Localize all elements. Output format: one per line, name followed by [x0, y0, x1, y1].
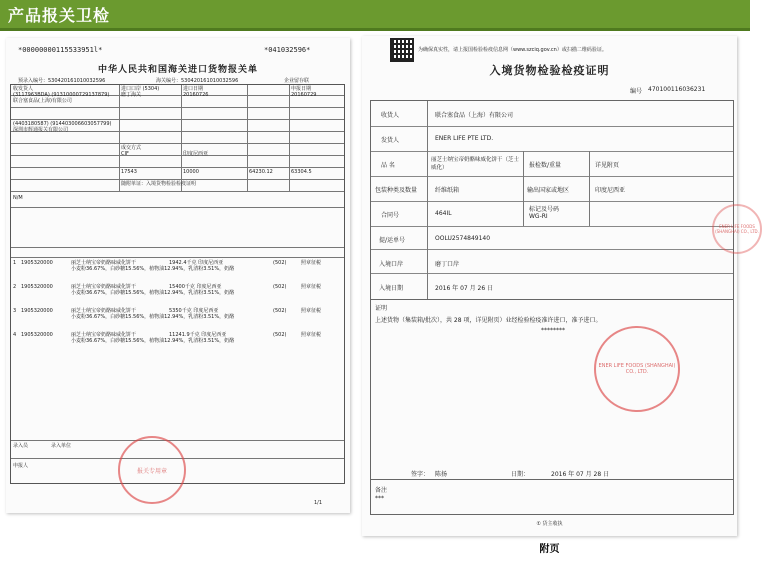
declare-value: 20160729: [291, 92, 317, 98]
mark-label: 标记及号码: [529, 206, 560, 213]
inspection-certificate-document: [362, 36, 759, 536]
agent-code: (4403180587) (914403006603057799): [13, 121, 112, 127]
origin-label: 输出国家或地区: [527, 187, 570, 194]
date-value: 20160726: [183, 92, 209, 98]
holder-note: ① 货主收执: [536, 521, 563, 527]
stamp-number: *041032596*: [264, 46, 311, 54]
declarant: 申报人: [13, 463, 29, 469]
copy-label: 企业留存联: [284, 78, 310, 84]
mark-value: WG-RI: [529, 213, 548, 220]
proof-section: [370, 299, 734, 480]
cert-date-label: 日期：: [511, 471, 530, 478]
cert-date: 2016 年 07 月 28 日: [551, 471, 610, 478]
remark-label: 备注: [375, 487, 388, 494]
company-seal: ENER LIFE FOODS (SHANGHAI) CO., LTD.: [594, 326, 680, 412]
cert-number: 470100116036231: [648, 86, 706, 93]
customs-seal: 报关专用章: [118, 436, 186, 504]
declaration-form: 收发货人 (3117963BDA) (91310000729137879) 联合塞食品(上海)有限公司 进口口岸 (5304) 磨丁海关 进口日期 20160726 申报日期 20160729 (4403180587) (914403006603057799) 深圳市辉通报关有限公司 成交方式 CIF 印度尼西亚 17543 10000 64230.12 63304.5 随附单证：入境货物检验检疫证明 N/M 1 1905320000 丽芝士纳宝帝奶酪味威化饼干 小麦粉36.67%，白砂糖15.56%，植物油12.94%，乳清粉3.51%，奶酪 1942.4千克 印度尼西亚 (502) 照章征税 2 1905320000 丽芝士纳宝帝奶酪味威化饼干 小麦粉36.67%，白砂糖15.56%，植物油12.94%，乳清粉3.51%，奶酪 15400千克 印度尼西亚 (502) 照章征税 3 1905320000 丽芝士纳宝帝奶酪味威化饼干 小麦粉36.67%，白砂糖15.56%，植物油12.94%，乳清粉3.51%，奶酪 5350千克 印度尼西亚 (502) 照章征税 4 1905320000 丽芝士纳宝帝奶酪味威化饼干 小麦粉36.67%，白砂糖15.56%，植物油12.94%，乳清粉3.51%，奶酪 11241.9千克 印度尼西亚 (502) 照章征税 录入员 录入单位 申报人: [10, 84, 345, 484]
attachment-label: 附页: [539, 544, 560, 555]
proof-text: 上述货物（集装箱/批次），共 28 项，详见附页）业经检验检疫准许进口，准予进口。: [375, 317, 602, 324]
title-banner: [0, 0, 750, 31]
remark-text: 随附单证：入境货物检验检疫证明: [121, 181, 197, 187]
cert-number-label: 编号: [630, 88, 643, 95]
verify-note: 为确保真实性，请上报国检验检疫信息网（www.szciq.gov.cn）或扫描二维码验证。: [418, 47, 607, 53]
consignee-code: (3117963BDA) (91310000729137879): [13, 92, 110, 98]
remark-section: [370, 479, 734, 515]
page-number: 1/1: [314, 500, 323, 506]
gross-weight: 64230.12: [249, 169, 273, 175]
country-value: 印度尼西亚: [183, 151, 209, 157]
signer-label: 签字：: [411, 471, 430, 478]
remark-value: ***: [375, 495, 384, 502]
origin-value: 印度尼西亚: [595, 187, 626, 194]
certificate-table: 收货人 联合塞食品（上海）有限公司 发货人 ENER LIFE PTE LTD. 品 名 丽芝士纳宝帝奶酪味威化饼干（芝士威化） 报检数/重量 详见附页 包装种类及数量 纤维纸箱 输出国家或地区 印度尼西亚 合同号 464IL 标记及号码 WG-RI 提/运单号 OOLU2574849140 入境口岸 磨丁口岸 入境日期 2016 年 07 月 26 日: [370, 100, 734, 300]
entry-unit: 录入单位: [51, 443, 72, 449]
consignee-label: 收发货人: [13, 86, 34, 92]
hs-value: 详见附页: [595, 162, 620, 169]
customs-title: 中华人民共和国海关进口货物报关单: [97, 65, 258, 75]
marks-value: N/M: [13, 195, 23, 201]
port-value: 磨丁海关: [121, 92, 142, 98]
proof-label: 证明: [375, 305, 388, 312]
currency-value: CIF: [121, 151, 129, 157]
company-seal-partial: ENER LIFE FOODS (SHANGHAI) CO., LTD.: [712, 204, 762, 254]
customs-number: 海关编号：530420161010032596: [156, 78, 239, 84]
certificate-title: 入境货物检验检疫证明: [489, 64, 610, 77]
entry-person: 录入员: [13, 443, 29, 449]
port-label: 进口口岸 (5304): [121, 86, 160, 92]
barcode-number: *00000000115533951l*: [18, 46, 103, 54]
pieces-value: 10000: [183, 169, 199, 175]
banner-title: 产品报关卫检: [8, 6, 111, 25]
customs-declaration-document: [6, 38, 350, 513]
signer-name: 陈扬: [435, 471, 448, 478]
net-weight: 63304.5: [291, 169, 312, 175]
declare-label: 申报日期: [291, 86, 312, 92]
qr-code-icon: [390, 38, 414, 62]
consignee-name: 联合塞食品(上海)有限公司: [13, 98, 72, 104]
quantity-value: 17543: [121, 169, 137, 175]
currency-label: 成交方式: [121, 145, 142, 151]
pre-entry-number: 预录入编号：530420161010032596: [18, 78, 106, 84]
proof-stars: ********: [541, 327, 565, 334]
agent-name: 深圳市辉通报关有限公司: [13, 127, 69, 133]
hs-label: 报检数/重量: [529, 162, 562, 169]
date-label: 进口日期: [183, 86, 204, 92]
